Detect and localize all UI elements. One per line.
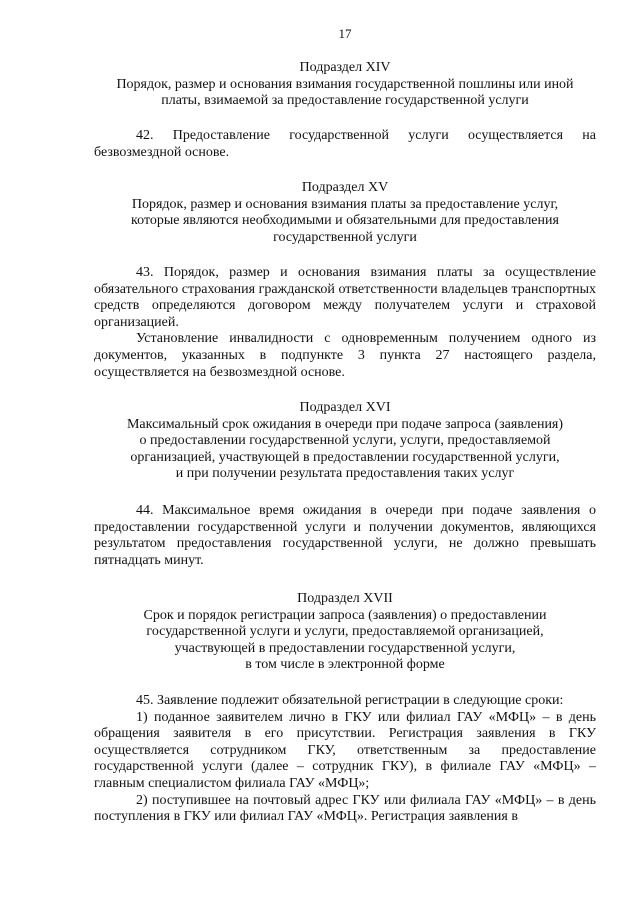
section-title-line: организацией, участвующей в предоставлении государственной услуги,: [130, 449, 560, 465]
section-heading: Подраздел XIV: [299, 60, 391, 75]
paragraph: 45. Заявление подлежит обязательной регистрации в следующие сроки:: [136, 693, 564, 708]
paragraph-44: [94, 503, 596, 569]
section-title-line: Максимальный срок ожидания в очереди при подаче запроса (заявления): [126, 416, 564, 432]
section-xv: [94, 180, 596, 246]
section-title-line: государственной услуги: [273, 229, 417, 245]
section-title-line: которые являются необходимыми и обязательными для предоставления: [131, 213, 559, 229]
paragraph: 2) поступившее на почтовый адрес ГКУ или филиала ГАУ «МФЦ» – в день поступления в ГКУ или филиал ГАУ «МФЦ». Регистрация заявления в: [94, 792, 596, 825]
section-heading: Подраздел XVII: [297, 591, 393, 606]
page-number: 17: [338, 26, 352, 41]
paragraph: 1) поданное заявителем лично в ГКУ или филиал ГАУ «МФЦ» – в день обращения заявителя в его присутствии. Регистрация заявления в ГКУ осуществляется сотрудником ГКУ, ответственным за предоставление государственной услуги (далее – сотрудник ГКУ), в филиале ГАУ «МФЦ» – главным специалистом филиала ГАУ «МФЦ»;: [94, 709, 596, 791]
section-title-line: и при получении результата предоставления таких услуг: [175, 466, 515, 482]
paragraph-42: [94, 128, 596, 161]
section-title-line: в том числе в электронной форме: [245, 657, 445, 673]
section-title-line: участвующей в предоставлении государственной услуги,: [174, 640, 516, 656]
section-xvi: [94, 400, 596, 483]
section-heading: Подраздел XVI: [299, 400, 391, 415]
paragraph: Установление инвалидности с одновременным получением одного из документов, указанных в подпункте 3 пункта 27 настоящего раздела, осуществляется на безвозмездной основе.: [94, 331, 596, 380]
paragraph: 44. Максимальное время ожидания в очереди при подаче заявления о предоставлении государственной услуги и получении документов, являющихся результатом предоставления государственной услуги, не должно превышать пятнадцать минут.: [94, 503, 596, 568]
section-title-line: платы, взимаемой за предоставление государственной услуги: [161, 93, 529, 109]
section-title-line: Порядок, размер и основания взимания государственной пошлины или иной: [116, 76, 574, 92]
paragraph: 42. Предоставление государственной услуги осуществляется на безвозмездной основе.: [94, 128, 596, 160]
section-title-line: Срок и порядок регистрации запроса (заявления) о предоставлении: [143, 607, 547, 623]
paragraph: 43. Порядок, размер и основания взимания платы за осуществление обязательного страхования гражданской ответственности владельцев транспортных средств определяются договором между получателем услуги и страховой организацией.: [94, 265, 596, 330]
section-xvii: [94, 591, 596, 674]
section-heading: Подраздел XV: [301, 180, 389, 195]
section-title-line: о предоставлении государственной услуги, услуги, предоставляемой: [139, 433, 551, 449]
section-xiv: [94, 60, 596, 110]
section-title-line: Порядок, размер и основания взимания платы за предоставление услуг,: [131, 196, 559, 212]
paragraph-43: [94, 265, 596, 381]
section-title-line: государственной услуги и услуги, предоставляемой организацией,: [146, 624, 544, 640]
paragraph-45: [94, 693, 596, 826]
